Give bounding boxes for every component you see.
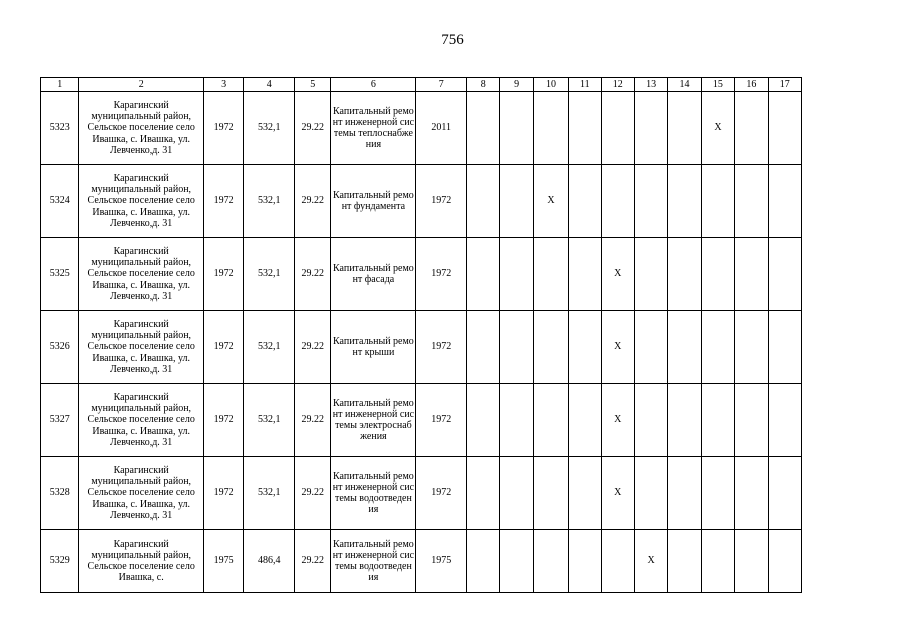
work-type-cell <box>331 165 416 238</box>
column-8-cell <box>467 92 500 165</box>
plan-year-cell-text: 1972 <box>431 341 452 353</box>
row-number <box>41 92 79 165</box>
column-11-cell <box>569 457 601 530</box>
mark-cell: X <box>601 457 634 530</box>
plan-year-cell <box>416 530 467 593</box>
column-header-6: 6 <box>331 78 416 92</box>
mark-cell: X <box>533 165 568 238</box>
column-header-16: 16 <box>735 78 768 92</box>
address-cell-text: Карагинский муниципальный район, Сельское поселение село Ивашка, с. Ивашка, ул. Левченко,д. 31 <box>87 391 195 448</box>
table-row <box>41 238 802 311</box>
column-16-cell <box>735 311 768 384</box>
code-cell <box>294 238 330 311</box>
build-year-cell <box>203 384 243 457</box>
column-header-13: 13 <box>634 78 667 92</box>
build-year-cell <box>203 530 243 593</box>
table-row <box>41 92 802 165</box>
table-header-row <box>41 78 802 92</box>
column-header-8: 8 <box>467 78 500 92</box>
area-cell-text: 532,1 <box>257 414 281 426</box>
area-cell-text: 532,1 <box>257 195 281 207</box>
build-year-cell-text: 1972 <box>213 341 234 353</box>
row-number-text: 5325 <box>49 268 70 280</box>
table-row <box>41 457 802 530</box>
address-cell-text: Карагинский муниципальный район, Сельское поселение село Ивашка, с. Ивашка, ул. Левченко,д. 31 <box>87 172 195 229</box>
page-number: 756 <box>441 32 464 48</box>
work-type-cell-text: Капитальный ремонт фасада <box>333 262 414 285</box>
work-type-cell <box>331 311 416 384</box>
row-number <box>41 238 79 311</box>
mark-cell: X <box>601 311 634 384</box>
row-number <box>41 384 79 457</box>
area-cell <box>244 457 295 530</box>
code-cell <box>294 165 330 238</box>
column-8-cell <box>467 530 500 593</box>
area-cell-text: 532,1 <box>257 487 281 499</box>
column-8-cell <box>467 457 500 530</box>
column-header-1: 1 <box>41 78 79 92</box>
area-cell-text: 532,1 <box>257 341 281 353</box>
column-13-cell <box>634 384 667 457</box>
area-cell <box>244 384 295 457</box>
column-13-cell <box>634 311 667 384</box>
table-row <box>41 530 802 593</box>
row-number <box>41 530 79 593</box>
work-type-cell <box>331 238 416 311</box>
mark-cell: X <box>701 92 734 165</box>
column-17-cell <box>768 165 801 238</box>
column-header-15: 15 <box>701 78 734 92</box>
code-cell-text: 29.22 <box>301 122 324 134</box>
column-9-cell <box>500 457 533 530</box>
work-type-cell-text: Капитальный ремонт инженерной системы водоотведения <box>332 470 415 516</box>
column-11-cell <box>569 92 601 165</box>
plan-year-cell-text: 1972 <box>431 195 452 207</box>
work-type-cell-text: Капитальный ремонт инженерной системы водоотведения <box>332 538 415 584</box>
row-number <box>41 311 79 384</box>
code-cell <box>294 384 330 457</box>
column-10-cell <box>533 92 568 165</box>
column-15-cell <box>701 457 734 530</box>
column-17-cell <box>768 311 801 384</box>
column-header-14: 14 <box>668 78 701 92</box>
column-17-cell <box>768 457 801 530</box>
work-type-cell-text: Капитальный ремонт инженерной системы теплоснабжения <box>332 105 415 151</box>
column-16-cell <box>735 92 768 165</box>
column-14-cell <box>668 311 701 384</box>
work-type-cell-text: Капитальный ремонт крыши <box>333 335 414 358</box>
build-year-cell <box>203 457 243 530</box>
column-10-cell <box>533 384 568 457</box>
address-cell <box>79 92 203 165</box>
column-14-cell <box>668 165 701 238</box>
work-type-cell-text: Капитальный ремонт фундамента <box>333 189 414 212</box>
build-year-cell-text: 1972 <box>213 195 234 207</box>
column-9-cell <box>500 165 533 238</box>
area-cell-text: 532,1 <box>257 268 281 280</box>
area-cell <box>244 238 295 311</box>
work-type-cell <box>331 457 416 530</box>
column-9-cell <box>500 92 533 165</box>
column-16-cell <box>735 530 768 593</box>
column-header-9: 9 <box>500 78 533 92</box>
column-header-3: 3 <box>203 78 243 92</box>
address-cell <box>79 457 203 530</box>
code-cell-text: 29.22 <box>301 195 324 207</box>
plan-year-cell-text: 2011 <box>431 122 452 134</box>
column-9-cell <box>500 238 533 311</box>
build-year-cell <box>203 311 243 384</box>
build-year-cell-text: 1972 <box>213 122 234 134</box>
build-year-cell-text: 1972 <box>213 414 234 426</box>
column-16-cell <box>735 457 768 530</box>
code-cell <box>294 311 330 384</box>
mark-cell: X <box>601 238 634 311</box>
address-cell-text: Карагинский муниципальный район, Сельское поселение село Ивашка, с. Ивашка, ул. Левченко,д. 31 <box>87 464 195 521</box>
column-16-cell <box>735 238 768 311</box>
plan-year-cell-text: 1972 <box>431 268 452 280</box>
area-cell <box>244 92 295 165</box>
plan-year-cell <box>416 311 467 384</box>
row-number <box>41 457 79 530</box>
column-14-cell <box>668 92 701 165</box>
row-number-text: 5327 <box>49 414 70 426</box>
column-14-cell <box>668 457 701 530</box>
column-15-cell <box>701 165 734 238</box>
column-11-cell <box>569 530 601 593</box>
column-9-cell <box>500 384 533 457</box>
column-header-2: 2 <box>79 78 203 92</box>
area-cell <box>244 165 295 238</box>
build-year-cell <box>203 92 243 165</box>
column-11-cell <box>569 165 601 238</box>
column-17-cell <box>768 384 801 457</box>
address-cell-text: Карагинский муниципальный район, Сельское поселение село Ивашка, с. Ивашка, ул. Левченко,д. 31 <box>87 99 195 156</box>
column-13-cell <box>634 92 667 165</box>
area-cell-text: 486,4 <box>257 555 281 567</box>
column-header-17: 17 <box>768 78 801 92</box>
row-number-text: 5324 <box>49 195 70 207</box>
build-year-cell <box>203 238 243 311</box>
column-header-5: 5 <box>294 78 330 92</box>
column-9-cell <box>500 530 533 593</box>
column-15-cell <box>701 238 734 311</box>
mark-cell: X <box>634 530 667 593</box>
plan-year-cell <box>416 165 467 238</box>
row-number <box>41 165 79 238</box>
work-type-cell-text: Капитальный ремонт инженерной системы электроснабжения <box>332 397 415 443</box>
area-cell <box>244 311 295 384</box>
address-cell <box>79 238 203 311</box>
build-year-cell-text: 1975 <box>213 555 234 567</box>
column-header-7: 7 <box>416 78 467 92</box>
column-14-cell <box>668 530 701 593</box>
column-8-cell <box>467 311 500 384</box>
column-8-cell <box>467 384 500 457</box>
code-cell-text: 29.22 <box>301 487 324 499</box>
address-cell <box>79 530 203 593</box>
plan-year-cell-text: 1972 <box>431 414 452 426</box>
build-year-cell-text: 1972 <box>213 268 234 280</box>
column-16-cell <box>735 384 768 457</box>
work-type-cell <box>331 530 416 593</box>
column-15-cell <box>701 311 734 384</box>
address-cell <box>79 384 203 457</box>
mark-cell: X <box>601 384 634 457</box>
code-cell-text: 29.22 <box>301 341 324 353</box>
column-17-cell <box>768 530 801 593</box>
row-number-text: 5326 <box>49 341 70 353</box>
column-15-cell <box>701 384 734 457</box>
work-type-cell <box>331 384 416 457</box>
table-row <box>41 311 802 384</box>
address-cell <box>79 311 203 384</box>
table-body <box>41 78 802 593</box>
address-cell-text: Карагинский муниципальный район, Сельское поселение село Ивашка, с. Ивашка, ул. Левченко,д. 31 <box>87 318 195 375</box>
column-10-cell <box>533 311 568 384</box>
column-11-cell <box>569 384 601 457</box>
column-header-10: 10 <box>533 78 568 92</box>
address-cell-text: Карагинский муниципальный район, Сельское поселение село Ивашка, с. <box>87 538 195 584</box>
area-cell-text: 532,1 <box>257 122 281 134</box>
column-10-cell <box>533 457 568 530</box>
plan-year-cell-text: 1975 <box>431 555 452 567</box>
column-17-cell <box>768 92 801 165</box>
column-12-cell <box>601 165 634 238</box>
column-13-cell <box>634 457 667 530</box>
column-12-cell <box>601 530 634 593</box>
code-cell-text: 29.22 <box>301 268 324 280</box>
code-cell-text: 29.22 <box>301 414 324 426</box>
code-cell-text: 29.22 <box>301 555 324 567</box>
row-number-text: 5328 <box>49 487 70 499</box>
column-header-4: 4 <box>244 78 295 92</box>
column-15-cell <box>701 530 734 593</box>
column-13-cell <box>634 238 667 311</box>
build-year-cell <box>203 165 243 238</box>
table-row <box>41 384 802 457</box>
column-11-cell <box>569 238 601 311</box>
repair-registry-table <box>40 77 802 593</box>
address-cell-text: Карагинский муниципальный район, Сельское поселение село Ивашка, с. Ивашка, ул. Левченко,д. 31 <box>87 245 195 302</box>
column-12-cell <box>601 92 634 165</box>
column-header-12: 12 <box>601 78 634 92</box>
plan-year-cell <box>416 384 467 457</box>
plan-year-cell <box>416 238 467 311</box>
column-10-cell <box>533 530 568 593</box>
area-cell <box>244 530 295 593</box>
column-header-11: 11 <box>569 78 601 92</box>
code-cell <box>294 457 330 530</box>
address-cell <box>79 165 203 238</box>
column-8-cell <box>467 165 500 238</box>
column-17-cell <box>768 238 801 311</box>
column-16-cell <box>735 165 768 238</box>
row-number-text: 5323 <box>49 122 70 134</box>
code-cell <box>294 92 330 165</box>
column-13-cell <box>634 165 667 238</box>
row-number-text: 5329 <box>49 555 70 567</box>
work-type-cell <box>331 92 416 165</box>
column-9-cell <box>500 311 533 384</box>
table-row <box>41 165 802 238</box>
column-8-cell <box>467 238 500 311</box>
column-14-cell <box>668 238 701 311</box>
plan-year-cell <box>416 457 467 530</box>
column-14-cell <box>668 384 701 457</box>
code-cell <box>294 530 330 593</box>
plan-year-cell <box>416 92 467 165</box>
column-10-cell <box>533 238 568 311</box>
column-11-cell <box>569 311 601 384</box>
build-year-cell-text: 1972 <box>213 487 234 499</box>
plan-year-cell-text: 1972 <box>431 487 452 499</box>
